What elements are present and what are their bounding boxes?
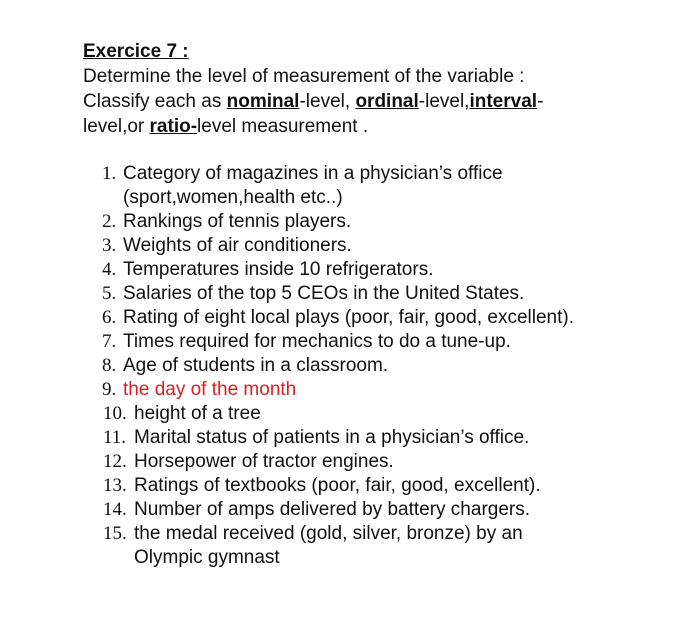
list-item xyxy=(103,330,663,354)
item-text-continued: Olympic gymnast xyxy=(134,547,280,568)
item-text: Rating of eight local plays (poor, fair, good, excellent). xyxy=(123,307,574,328)
item-text: Temperatures inside 10 refrigerators. xyxy=(123,259,434,280)
list-item xyxy=(103,306,663,330)
item-number: 15. xyxy=(103,523,127,544)
instruction-line-2-prefix: Classify each as xyxy=(83,91,227,112)
list-item xyxy=(103,282,663,306)
item-text: Number of amps delivered by battery chargers. xyxy=(134,499,531,520)
list-item xyxy=(103,498,663,522)
instruction-sep-3: - xyxy=(537,91,544,112)
list-item xyxy=(103,474,663,498)
item-text: Rankings of tennis players. xyxy=(123,211,352,232)
item-text: Weights of air conditioners. xyxy=(123,235,352,256)
list-item xyxy=(103,522,663,570)
item-text: height of a tree xyxy=(134,403,261,424)
item-text: Marital status of patients in a physician’s office. xyxy=(134,427,530,448)
instruction-sep-2: -level, xyxy=(418,91,470,112)
item-number: 3. xyxy=(102,235,117,256)
list-item xyxy=(103,234,663,258)
item-text: Ratings of textbooks (poor, fair, good, excellent). xyxy=(134,475,541,496)
item-number: 8. xyxy=(102,355,117,376)
exercise-title: Exercice 7 : xyxy=(83,41,189,62)
item-text: Category of magazines in a physician’s office xyxy=(123,163,503,184)
list-item xyxy=(103,402,663,426)
item-text: Horsepower of tractor engines. xyxy=(134,451,394,472)
item-number: 7. xyxy=(102,331,117,352)
exercise-instructions xyxy=(83,64,683,139)
list-item xyxy=(103,162,663,210)
item-text: Salaries of the top 5 CEOs in the United States. xyxy=(123,283,525,304)
item-number: 12. xyxy=(103,451,127,472)
list-item xyxy=(103,426,663,450)
item-number: 11. xyxy=(103,427,127,448)
exercise-document xyxy=(83,39,683,568)
item-number: 13. xyxy=(103,475,127,496)
item-text: Times required for mechanics to do a tune-up. xyxy=(123,331,511,352)
keyword-interval: interval xyxy=(469,91,538,112)
list-item xyxy=(103,258,663,282)
list-item xyxy=(103,450,663,474)
keyword-ordinal: ordinal xyxy=(355,91,419,112)
keyword-nominal: nominal xyxy=(226,91,300,112)
instruction-line-3-prefix: level,or xyxy=(83,116,150,137)
variables-list xyxy=(103,162,663,570)
list-item xyxy=(103,210,663,234)
item-number: 4. xyxy=(102,259,117,280)
item-text: Age of students in a classroom. xyxy=(123,355,389,376)
item-number: 2. xyxy=(102,211,117,232)
instruction-sep-1: -level, xyxy=(299,91,356,112)
instruction-line-3-suffix: level measurement . xyxy=(197,116,369,137)
item-text-highlighted: the day of the month xyxy=(123,379,297,400)
instruction-line-1: Determine the level of measurement of the variable : xyxy=(83,66,525,87)
item-number: 14. xyxy=(103,499,127,520)
item-text-continued: (sport,women,health etc..) xyxy=(123,187,343,208)
item-number: 6. xyxy=(102,307,117,328)
keyword-ratio: ratio- xyxy=(149,116,198,137)
item-number: 9. xyxy=(102,379,117,400)
item-text: the medal received (gold, silver, bronze) by an xyxy=(134,523,523,544)
item-number: 1. xyxy=(102,163,117,184)
item-number: 10. xyxy=(103,403,127,424)
list-item xyxy=(103,354,663,378)
list-item-highlighted xyxy=(103,378,663,402)
item-number: 5. xyxy=(102,283,117,304)
